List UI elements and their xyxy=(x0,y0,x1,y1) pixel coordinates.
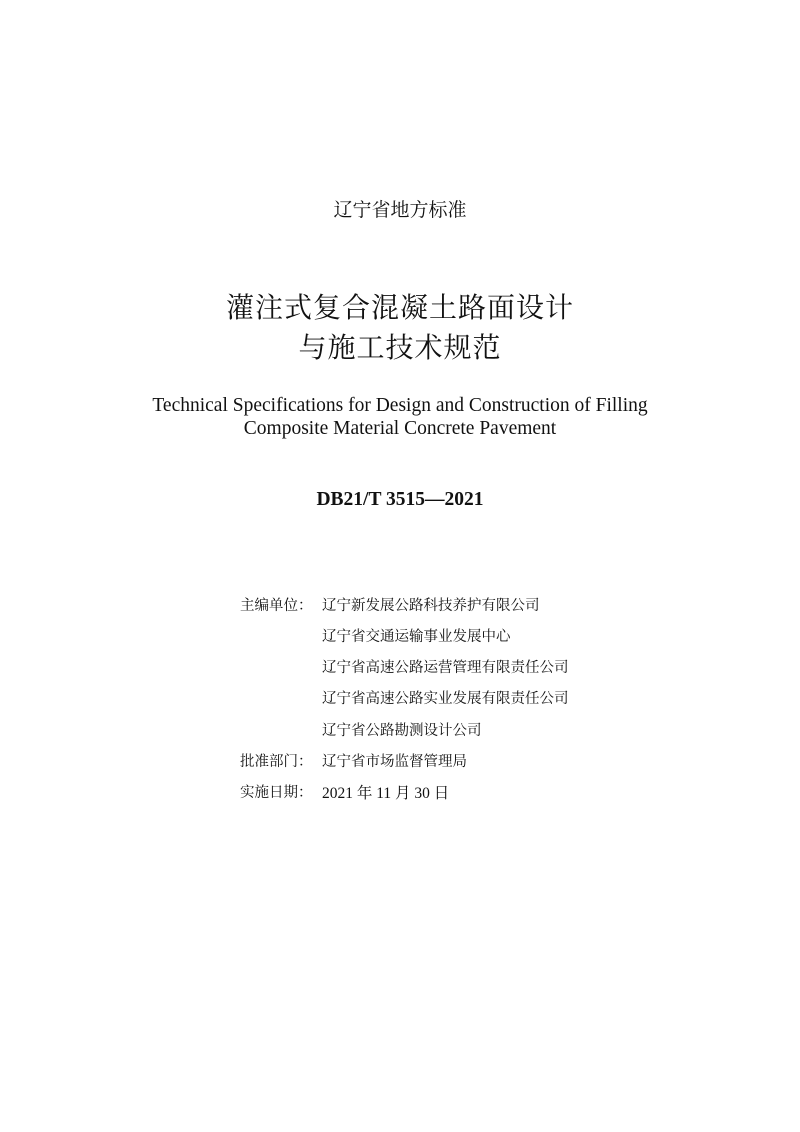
english-title-line-2: Composite Material Concrete Pavement xyxy=(243,418,557,439)
effective-date-label: 实施日期： xyxy=(240,785,313,801)
effective-date-value: 2021 年 11 月 30 日 xyxy=(322,785,450,802)
standard-code: DB21/T 3515—2021 xyxy=(316,489,484,510)
standard-category: 辽宁省地方标准 xyxy=(333,199,467,221)
editor-2: 辽宁省交通运输事业发展中心 xyxy=(322,629,511,645)
editor-5: 辽宁省公路勘测设计公司 xyxy=(322,723,482,739)
english-title-line-1: Technical Specifications for Design and Construction of Filling xyxy=(152,395,648,416)
approval-value: 辽宁省市场监督管理局 xyxy=(322,754,467,770)
editor-1: 辽宁新发展公路科技养护有限公司 xyxy=(322,598,540,614)
approval-label: 批准部门： xyxy=(240,754,313,770)
editor-label: 主编单位： xyxy=(240,598,313,614)
editor-3: 辽宁省高速公路运营管理有限责任公司 xyxy=(322,660,569,676)
editor-row xyxy=(240,594,540,615)
approval-row xyxy=(240,750,467,771)
effective-date-row xyxy=(240,781,450,802)
title-line-1: 灌注式复合混凝土路面设计 xyxy=(225,291,574,324)
editor-4: 辽宁省高速公路实业发展有限责任公司 xyxy=(322,691,569,707)
title-line-2: 与施工技术规范 xyxy=(298,331,502,364)
